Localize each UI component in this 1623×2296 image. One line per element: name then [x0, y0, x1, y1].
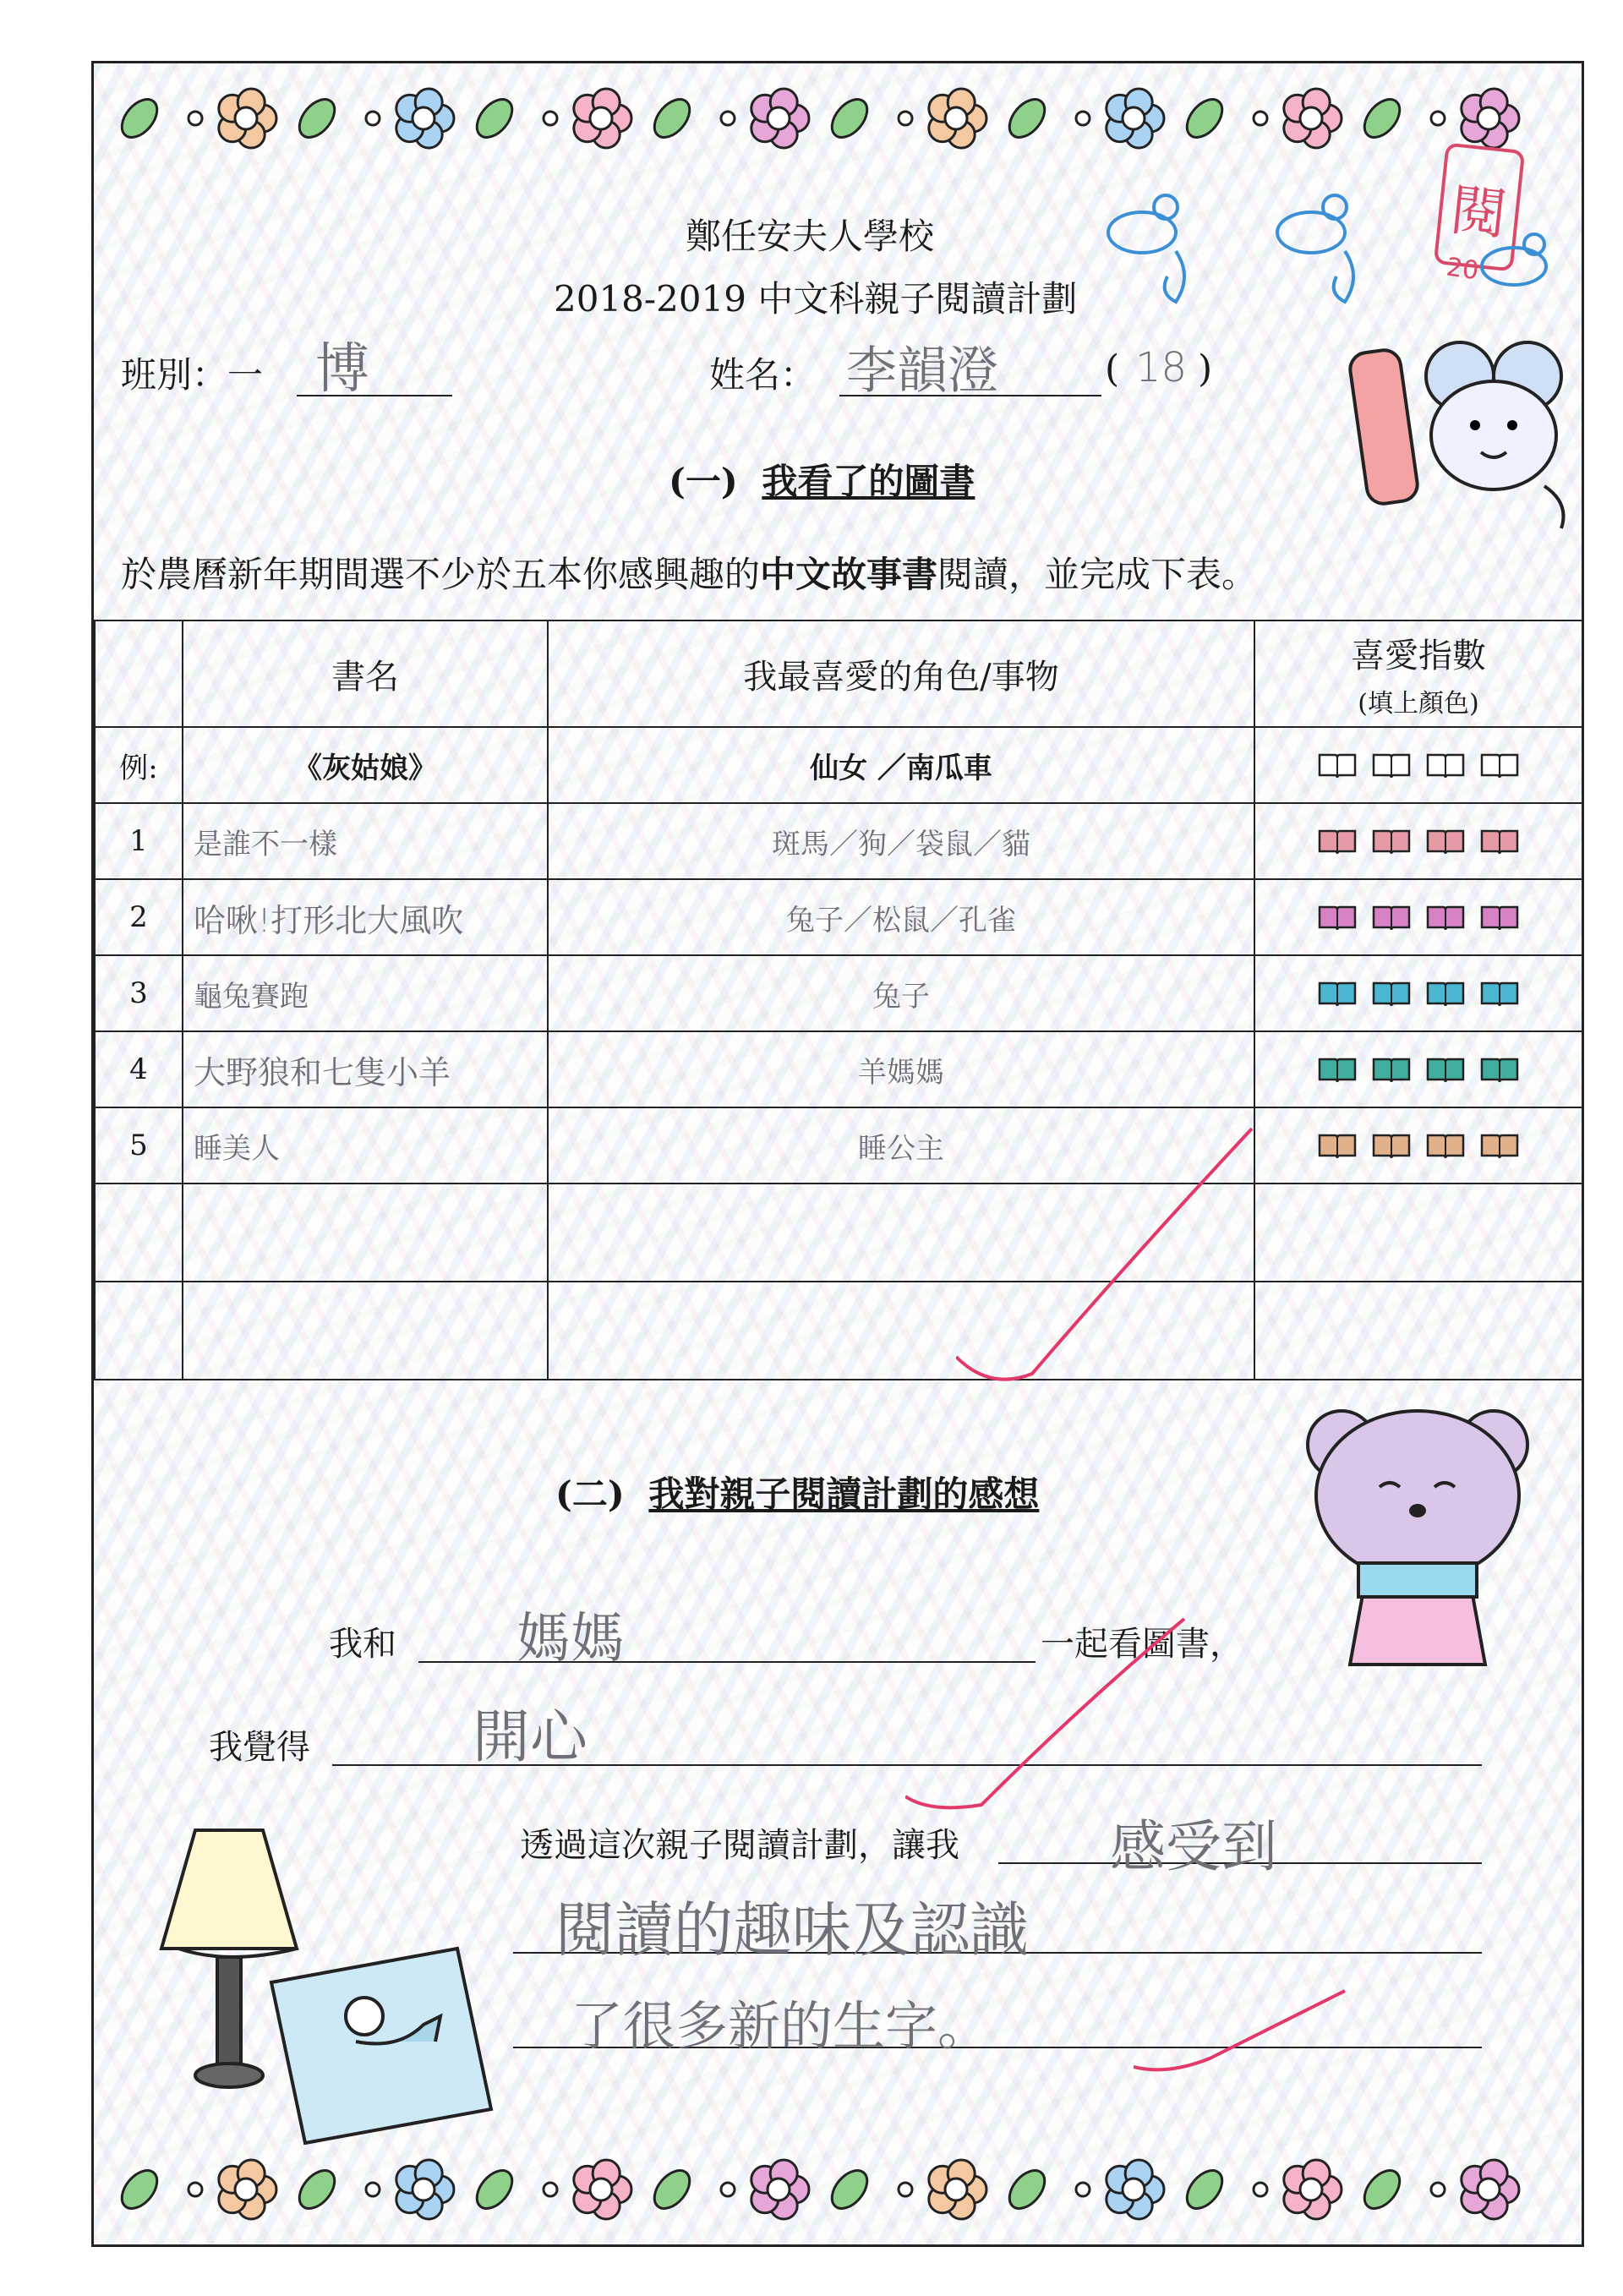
open-book-icon	[1317, 1055, 1358, 1084]
dot-icon	[189, 2183, 202, 2196]
reading-record-sheet	[91, 61, 1584, 2247]
instruction-text-end: 閱讀，並完成下表。	[937, 554, 1258, 595]
line1-fill: 媽媽	[516, 1608, 625, 1670]
open-book-icon	[1479, 979, 1520, 1008]
instruction-text: 於農曆新年期間選不少於五本你感興趣的	[121, 554, 761, 595]
leaf-icon	[1003, 2164, 1052, 2215]
book-title: 哈啾!打形北大風吹	[183, 879, 548, 955]
open-book-icon	[1371, 751, 1412, 779]
example-favorite: 仙女 ／南瓜車	[548, 727, 1254, 803]
book-title: 龜兔賽跑	[183, 955, 548, 1031]
project-title: 2018-2019 中文科親子閱讀計劃	[554, 278, 1078, 320]
open-book-icon	[1425, 1131, 1466, 1160]
leaf-icon	[292, 93, 342, 144]
flower-icon	[574, 89, 631, 148]
flower-icon	[751, 2160, 809, 2219]
teacher-check-mark-3	[1134, 1982, 1353, 2084]
flower-icon	[219, 89, 276, 148]
open-book-icon	[1371, 903, 1412, 932]
leaf-icon	[825, 93, 874, 144]
rating-title: 喜愛指數	[1351, 636, 1486, 675]
line5-fill: 了很多新的生字。	[571, 1995, 991, 2057]
dot-icon	[544, 112, 557, 125]
open-book-icon	[1425, 903, 1466, 932]
row-number: 2	[95, 879, 183, 955]
flower-icon	[1284, 2160, 1342, 2219]
section1-heading: 我看了的圖書	[762, 461, 975, 502]
section2-title	[555, 1467, 1039, 1517]
favorite-character: 斑馬／狗／袋鼠／貓	[548, 803, 1254, 879]
stamp-note: 20	[1444, 252, 1481, 287]
dot-icon	[1254, 2183, 1267, 2196]
open-book-icon	[1317, 903, 1358, 932]
dot-icon	[1431, 112, 1445, 125]
flower-icon	[929, 2160, 986, 2219]
section1-title	[669, 454, 975, 505]
open-book-icon	[1479, 1131, 1520, 1160]
open-book-icon	[1479, 751, 1520, 779]
mouse-crayon-illustration	[1333, 317, 1570, 537]
section2-number: (二)	[555, 1473, 625, 1515]
flower-icon	[1462, 89, 1519, 148]
close-paren: )	[1198, 347, 1213, 391]
favorite-character: 羊媽媽	[548, 1031, 1254, 1107]
open-book-icon	[1479, 1055, 1520, 1084]
open-book-icon	[1317, 827, 1358, 856]
leaf-icon	[1358, 93, 1407, 144]
dot-icon	[1076, 2183, 1090, 2196]
section1-number: (一)	[669, 461, 738, 502]
dot-icon	[366, 2183, 380, 2196]
line2-fill: 開心	[473, 1704, 588, 1771]
open-book-icon	[1371, 1055, 1412, 1084]
open-book-icon	[1317, 1131, 1358, 1160]
flower-icon	[396, 89, 454, 148]
class-value: 博	[315, 338, 369, 401]
name-value: 李韻澄	[846, 342, 998, 401]
favorite-character: 兔子	[548, 955, 1254, 1031]
line3-prefix: 透過這次親子閱讀計劃，讓我	[520, 1826, 959, 1865]
dot-icon	[189, 112, 202, 125]
open-book-icon	[1371, 827, 1412, 856]
leaf-icon	[115, 2164, 164, 2215]
rating-cell	[1254, 1031, 1582, 1107]
section2-heading: 我對親子閱讀計劃的感想	[648, 1473, 1040, 1515]
open-book-icon	[1479, 827, 1520, 856]
favorite-character: 兔子／松鼠／孔雀	[548, 879, 1254, 955]
open-book-icon	[1371, 979, 1412, 1008]
open-book-icon	[1479, 903, 1520, 932]
header-book-title: 書名	[183, 620, 548, 727]
row-number: 1	[95, 803, 183, 879]
dot-icon	[721, 112, 735, 125]
dot-icon	[899, 112, 912, 125]
leaf-icon	[1003, 93, 1052, 144]
example-rating	[1254, 727, 1582, 803]
table-row	[95, 1031, 1582, 1107]
open-book-icon	[1425, 827, 1466, 856]
leaf-icon	[648, 2164, 697, 2215]
header-favorite: 我最喜愛的角色/事物	[548, 620, 1254, 727]
school-name: 鄭任安夫人學校	[686, 216, 935, 257]
line4-fill: 閱讀的趣味及認識	[555, 1895, 1029, 1965]
dot-icon	[366, 112, 380, 125]
row-number: 4	[95, 1031, 183, 1107]
line1-suffix: 一起看圖書，	[1041, 1625, 1243, 1664]
leaf-icon	[115, 93, 164, 144]
class-label: 班別：一	[121, 354, 264, 396]
leaf-icon	[1180, 2164, 1229, 2215]
flower-icon	[1107, 89, 1164, 148]
table-row	[95, 803, 1582, 879]
class-number: 18	[1135, 344, 1188, 391]
book-title: 是誰不一樣	[183, 803, 548, 879]
leaf-icon	[825, 2164, 874, 2215]
flower-icon	[574, 2160, 631, 2219]
leaf-icon	[470, 93, 519, 144]
flower-icon	[219, 2160, 276, 2219]
dot-icon	[1254, 112, 1267, 125]
dot-icon	[1076, 112, 1090, 125]
open-paren: (	[1105, 347, 1120, 391]
line3-fill: 感受到	[1110, 1814, 1277, 1879]
header-rating	[1254, 620, 1582, 727]
empty-row	[95, 1184, 1582, 1282]
flower-leaf-border-top	[106, 72, 1570, 165]
row-number: 5	[95, 1107, 183, 1184]
leaf-icon	[1358, 2164, 1407, 2215]
flower-icon	[1107, 2160, 1164, 2219]
open-book-icon	[1425, 751, 1466, 779]
example-row	[95, 727, 1582, 803]
flower-icon	[1284, 89, 1342, 148]
flower-leaf-border-bottom	[106, 2143, 1570, 2236]
open-book-icon	[1425, 1055, 1466, 1084]
header-number	[95, 620, 183, 727]
empty-row	[95, 1282, 1582, 1380]
teacher-check-mark-2	[905, 1602, 1210, 1822]
book-title: 大野狼和七隻小羊	[183, 1031, 548, 1107]
leaf-icon	[648, 93, 697, 144]
rating-note: (填上顏色)	[1358, 688, 1479, 719]
open-book-icon	[1317, 979, 1358, 1008]
table-header-row	[95, 620, 1582, 727]
table-row	[95, 879, 1582, 955]
dot-icon	[899, 2183, 912, 2196]
line1-prefix: 我和	[329, 1625, 396, 1664]
dot-icon	[1431, 2183, 1445, 2196]
rating-cell	[1254, 879, 1582, 955]
open-book-icon	[1317, 751, 1358, 779]
rating-cell	[1254, 803, 1582, 879]
mouse-doodles-illustration	[1091, 173, 1565, 325]
row-number: 3	[95, 955, 183, 1031]
flower-icon	[1462, 2160, 1519, 2219]
book-title: 睡美人	[183, 1107, 548, 1184]
section1-instruction	[121, 547, 1257, 598]
name-label: 姓名：	[709, 354, 817, 396]
dot-icon	[721, 2183, 735, 2196]
lamp-and-book-illustration	[145, 1822, 533, 2160]
leaf-icon	[1180, 93, 1229, 144]
rating-cell	[1254, 955, 1582, 1031]
table-row	[95, 1107, 1582, 1184]
teacher-stamp: 閱	[1434, 142, 1526, 271]
dot-icon	[544, 2183, 557, 2196]
open-book-icon	[1371, 1131, 1412, 1160]
books-table	[94, 620, 1583, 1380]
flower-icon	[751, 89, 809, 148]
example-label: 例:	[95, 727, 183, 803]
example-book: 《灰姑娘》	[183, 727, 548, 803]
teddy-bear-illustration	[1291, 1402, 1544, 1681]
leaf-icon	[470, 2164, 519, 2215]
line2-prefix: 我覺得	[209, 1728, 310, 1767]
open-book-icon	[1425, 979, 1466, 1008]
flower-icon	[929, 89, 986, 148]
teacher-check-mark	[956, 1103, 1311, 1408]
leaf-icon	[292, 2164, 342, 2215]
favorite-character: 睡公主	[548, 1107, 1254, 1184]
flower-icon	[396, 2160, 454, 2219]
table-row	[95, 955, 1582, 1031]
instruction-emphasis: 中文故事書	[760, 554, 938, 595]
